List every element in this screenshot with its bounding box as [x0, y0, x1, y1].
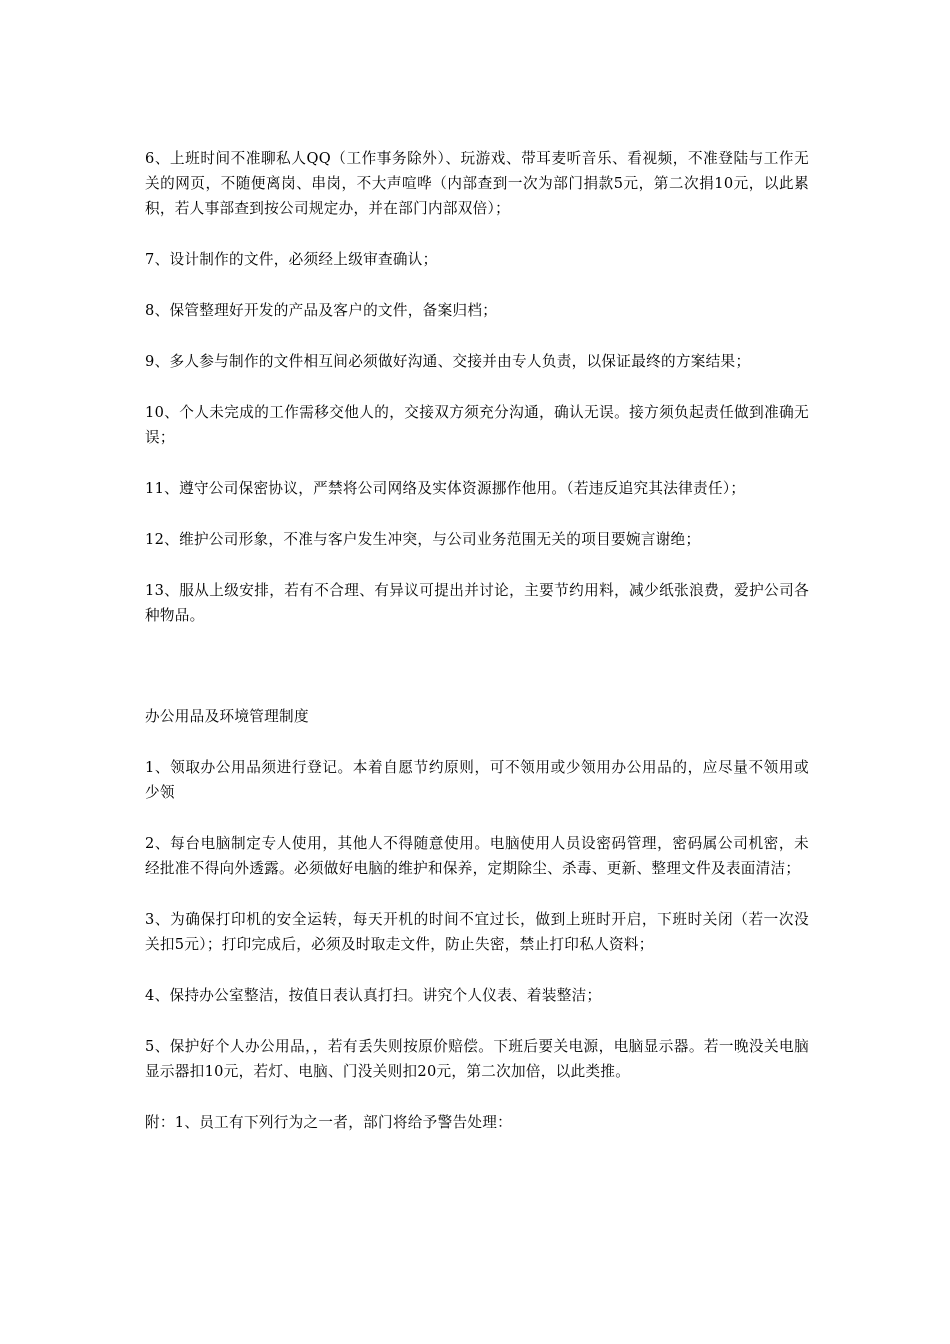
rule-item-13: 13、服从上级安排，若有不合理、有异议可提出并讨论，主要节约用料，减少纸张浪费，爱护公司各种物品。: [145, 582, 809, 624]
office-rule-item-2: 2、每台电脑制定专人使用，其他人不得随意使用。电脑使用人员设密码管理，密码属公司机密，未经批准不得向外透露。必须做好电脑的维护和保养，定期除尘、杀毒、更新、整理文件及表面清洁；: [145, 835, 809, 877]
rule-item-12: 12、维护公司形象，不准与客户发生冲突，与公司业务范围无关的项目要婉言谢绝；: [145, 531, 701, 548]
office-rule-item-3: 3、为确保打印机的安全运转，每天开机的时间不宜过长，做到上班时开启，下班时关闭（若一次没关扣5元）；打印完成后，必须及时取走文件，防止失密，禁止打印私人资料；: [145, 911, 809, 953]
rule-item-7: 7、设计制作的文件，必须经上级审查确认；: [145, 251, 438, 268]
office-rule-item-4: 4、保持办公室整洁，按值日表认真打扫。讲究个人仪表、着装整洁；: [145, 987, 602, 1004]
office-rule-item-5: 5、保护好个人办公用品，，若有丢失则按原价赔偿。下班后要关电源，电脑显示器。若一晚没关电脑显示器扣10元，若灯、电脑、门没关则扣20元，第二次加倍，以此类推。: [145, 1038, 809, 1080]
rule-item-6: 6、上班时间不准聊私人QQ（工作事务除外）、玩游戏、带耳麦听音乐、看视频，不准登陆与工作无关的网页，不随便离岗、串岗，不大声喧哗（内部查到一次为部门捐款5元，第二次捐10元，以此累积，若人事部查到按公司规定办，并在部门内部双倍）；: [145, 150, 809, 217]
document-page: [145, 146, 809, 1135]
rule-item-11: 11、遵守公司保密协议，严禁将公司网络及实体资源挪作他用。（若违反追究其法律责任）；: [145, 480, 746, 497]
appendix-line: 附：1、员工有下列行为之一者，部门将给予警告处理：: [145, 1114, 513, 1131]
rule-item-10: 10、个人未完成的工作需移交他人的，交接双方须充分沟通，确认无误。接方须负起责任做到准确无误；: [145, 404, 809, 446]
section-title: 办公用品及环境管理制度: [145, 708, 309, 725]
rule-item-8: 8、保管整理好开发的产品及客户的文件，备案归档；: [145, 302, 498, 319]
office-rule-item-1: 1、领取办公用品须进行登记。本着自愿节约原则，可不领用或少领用办公用品的，应尽量不领用或少领: [145, 759, 809, 801]
rule-item-9: 9、多人参与制作的文件相互间必须做好沟通、交接并由专人负责，以保证最终的方案结果；: [145, 353, 751, 370]
